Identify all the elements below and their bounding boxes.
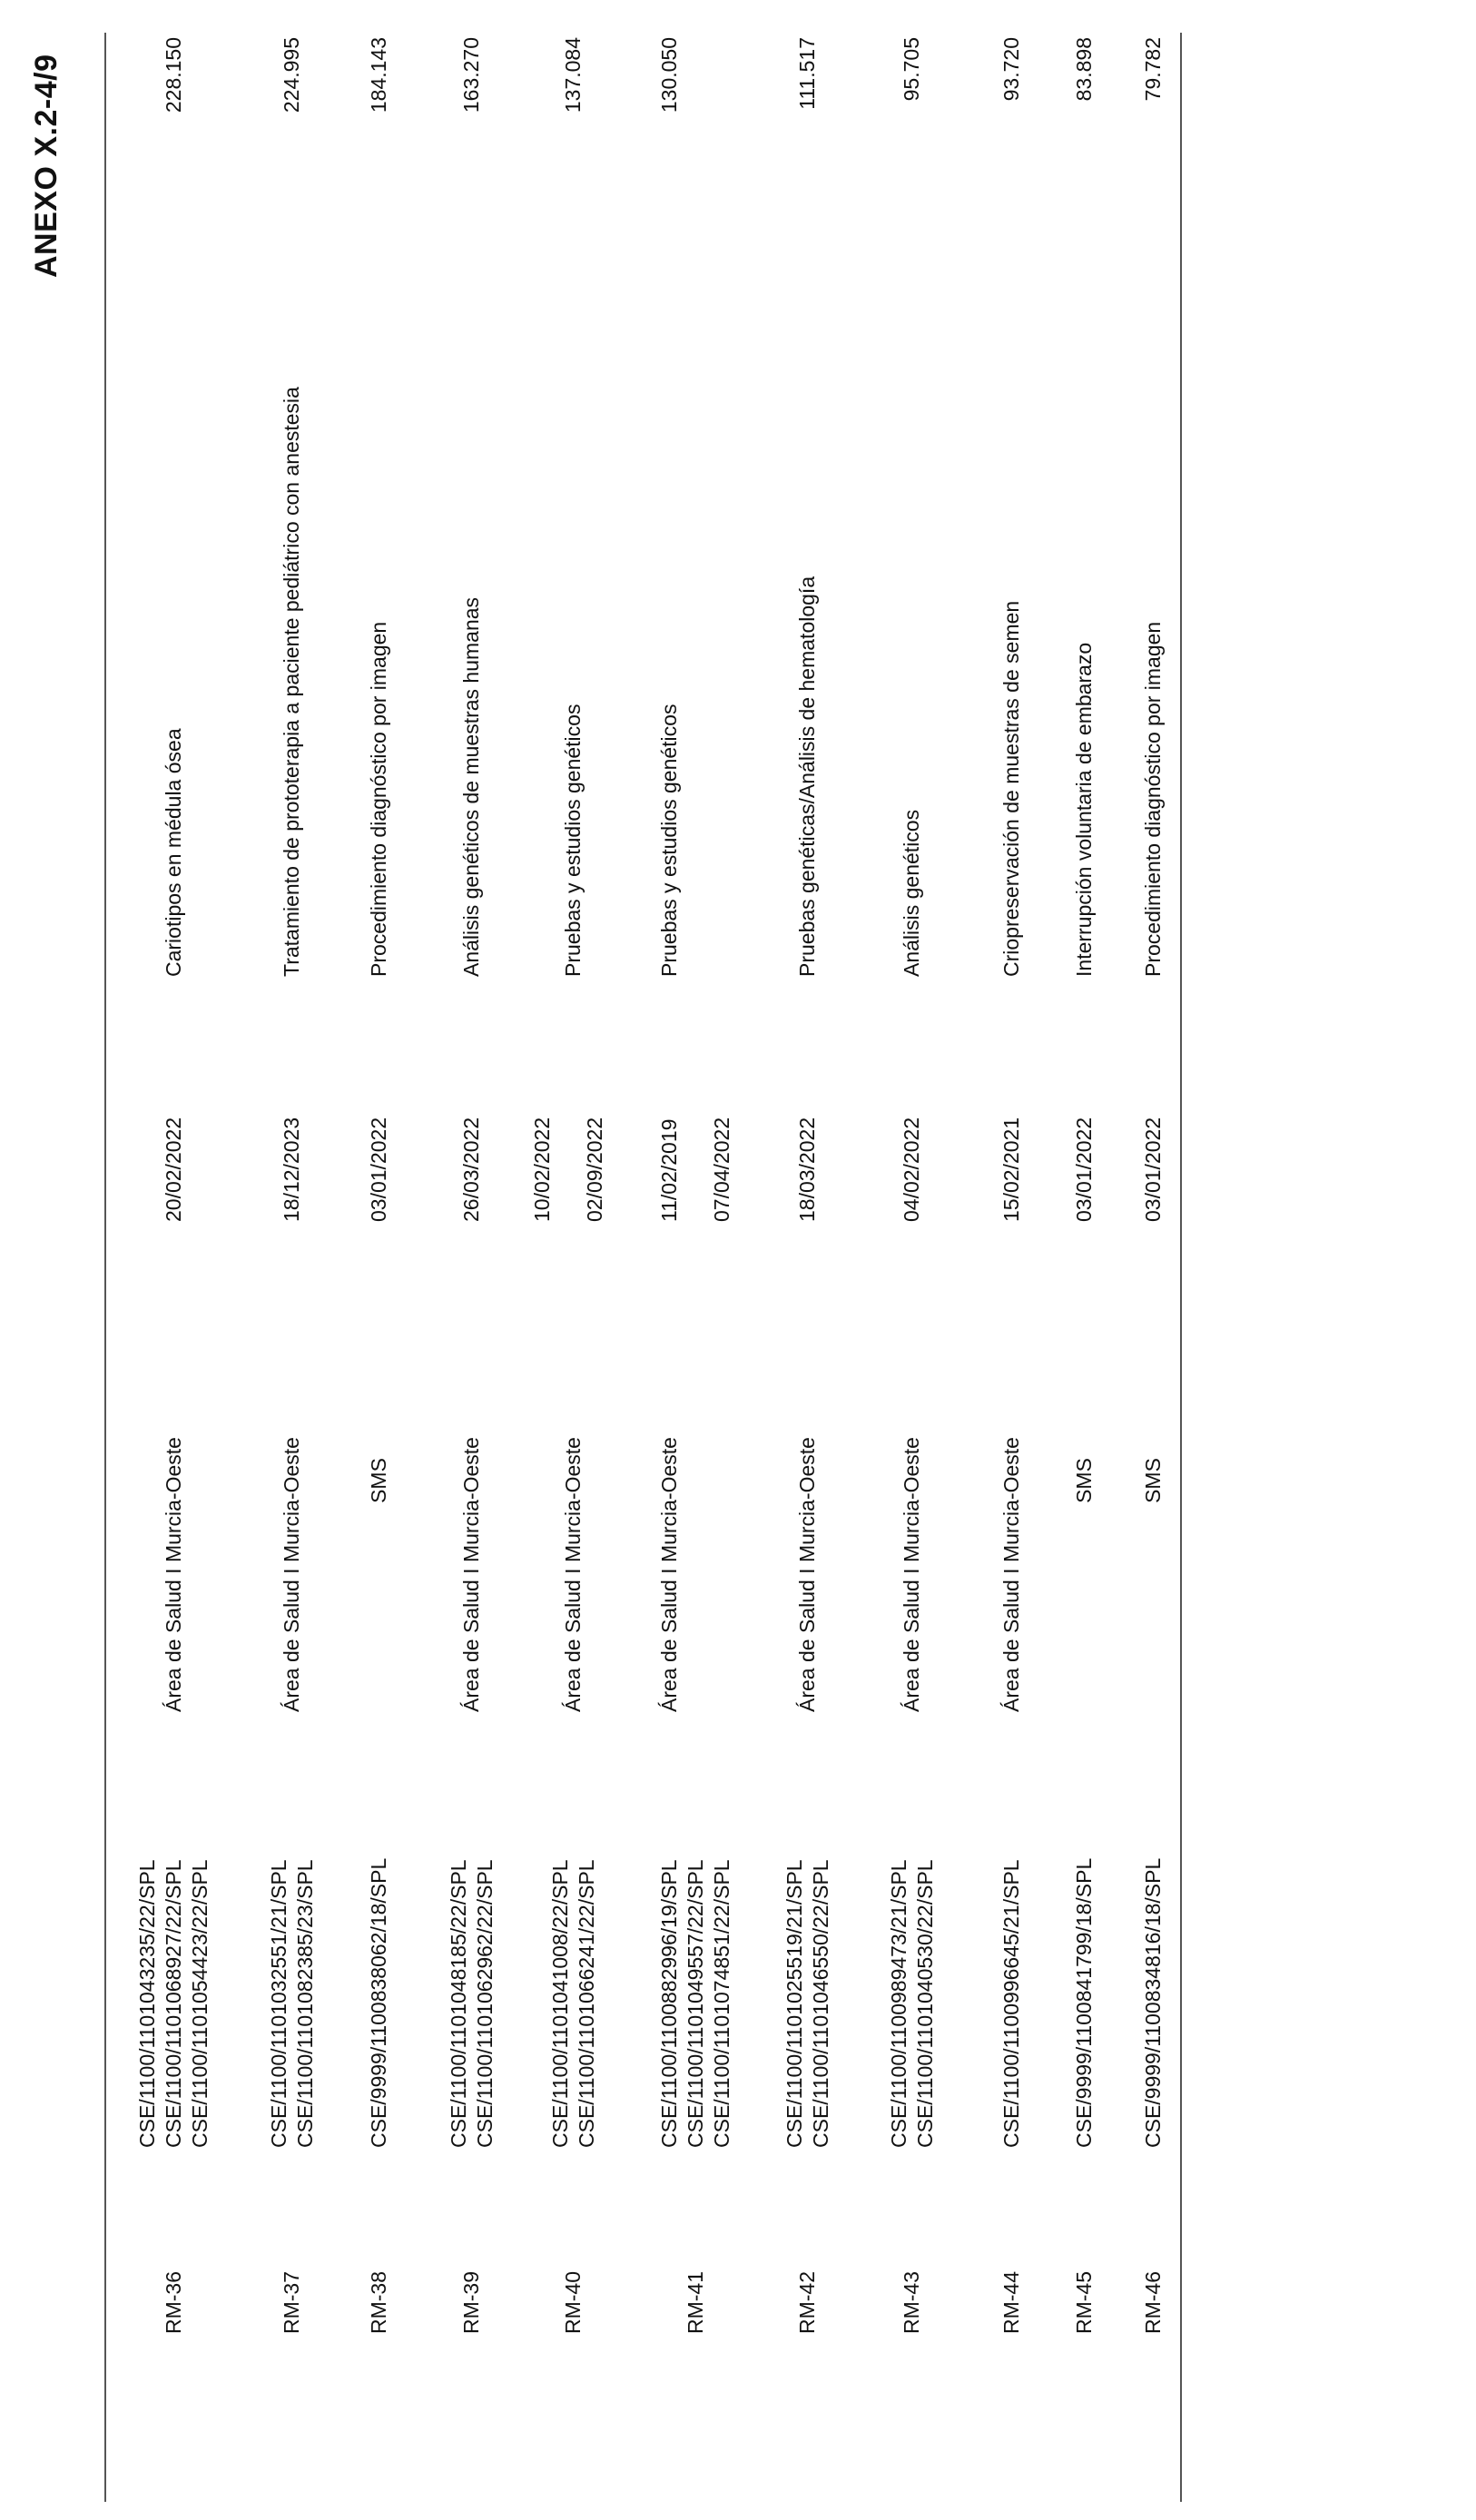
expediente: CSE/1100/1101043235/22/SPL	[135, 1859, 159, 2148]
date: 18/12/2023	[280, 1117, 303, 1222]
row-importe: 163.270	[459, 37, 483, 113]
expediente: CSE/1100/1101040530/22/SPL	[913, 1859, 937, 2148]
row-expedientes	[134, 1767, 213, 2148]
expediente: CSE/1100/1100989473/21/SPL	[887, 1859, 910, 2148]
table-top-rule	[104, 33, 106, 2502]
row-centro: Área de Salud I Murcia-Oeste	[999, 1437, 1023, 1712]
date: 03/01/2022	[367, 1117, 390, 1222]
row-centro: SMS	[367, 1458, 390, 1503]
row-importe: 184.143	[367, 37, 390, 113]
expediente: CSE/1100/1101068927/22/SPL	[162, 1859, 185, 2148]
row-date	[1140, 1013, 1166, 1222]
date: 11/02/2019	[657, 1118, 681, 1222]
row-date	[999, 1013, 1025, 1222]
row-code: RM-42	[795, 2270, 819, 2334]
expediente: CSE/9999/1100838062/18/SPL	[367, 1857, 390, 2148]
row-expedientes	[446, 1767, 498, 2148]
row-code: RM-38	[367, 2270, 390, 2334]
expediente: CSE/1100/1101082385/23/SPL	[293, 1859, 317, 2148]
row-code: RM-43	[900, 2270, 923, 2334]
expediente: CSE/1100/1100996645/21/SPL	[999, 1859, 1023, 2148]
expediente: CSE/1100/1101048185/22/SPL	[447, 1859, 470, 2148]
row-importe: 83.898	[1072, 37, 1096, 102]
row-centro: Área de Salud I Murcia-Oeste	[561, 1437, 585, 1712]
row-importe: 224.995	[280, 37, 303, 113]
row-date	[899, 1013, 925, 1222]
table-bottom-rule	[1180, 33, 1182, 2502]
row-expedientes	[886, 1767, 939, 2148]
row-expedientes	[266, 1767, 319, 2148]
expediente: CSE/1100/1100882996/19/SPL	[657, 1859, 681, 2148]
expediente: CSE/1100/1101066241/22/SPL	[575, 1859, 598, 2148]
row-date	[656, 1013, 733, 1222]
date: 03/01/2022	[1072, 1117, 1096, 1222]
row-objeto: Análisis genéticos de muestras humanas	[459, 596, 483, 977]
row-importe: 228.150	[162, 37, 185, 113]
row-importe: 95.705	[900, 37, 923, 102]
row-expedientes	[366, 1767, 392, 2148]
row-objeto: Tratamiento de prototerapia a paciente pediátrico con anestesia	[280, 387, 303, 977]
row-importe: 93.720	[999, 37, 1023, 102]
row-objeto: Análisis genéticos	[900, 809, 923, 977]
row-centro: Área de Salud I Murcia-Oeste	[459, 1437, 483, 1712]
date: 10/02/2022	[530, 1117, 554, 1222]
row-objeto: Pruebas y estudios genéticos	[657, 704, 681, 977]
date: 03/01/2022	[1141, 1117, 1165, 1222]
date: 20/02/2022	[162, 1117, 185, 1222]
row-date	[458, 1013, 485, 1222]
expediente: CSE/1100/1101025519/21/SPL	[782, 1859, 806, 2148]
expediente: CSE/1100/1101032551/21/SPL	[267, 1859, 290, 2148]
expediente: CSE/1100/1101046550/22/SPL	[809, 1859, 832, 2148]
date: 26/03/2022	[459, 1117, 483, 1222]
row-objeto: Cariotipos en médula ósea	[162, 728, 185, 977]
row-code: RM-46	[1141, 2270, 1165, 2334]
row-importe: 111.517	[795, 37, 819, 110]
row-objeto: Procedimiento diagnóstico por imagen	[1141, 621, 1165, 977]
row-centro: SMS	[1141, 1458, 1165, 1503]
expediente: CSE/1100/1101054423/22/SPL	[188, 1859, 212, 2148]
row-expedientes	[656, 1767, 735, 2148]
row-date	[794, 1013, 821, 1222]
row-date	[529, 1013, 606, 1222]
row-centro: Área de Salud I Murcia-Oeste	[280, 1437, 303, 1712]
expediente: CSE/1100/1101049557/22/SPL	[684, 1859, 707, 2148]
row-expedientes	[1071, 1767, 1097, 2148]
row-objeto: Interrupción voluntaria de embarazo	[1072, 642, 1096, 977]
date: 02/09/2022	[583, 1117, 606, 1222]
row-importe: 137.084	[561, 37, 585, 113]
expediente: CSE/1100/1101074851/22/SPL	[710, 1859, 733, 2148]
date: 18/03/2022	[795, 1117, 819, 1222]
row-objeto: Criopreservación de muestras de semen	[999, 600, 1023, 977]
row-code: RM-44	[999, 2270, 1023, 2334]
row-date	[161, 1013, 187, 1222]
row-code: RM-41	[684, 2270, 707, 2334]
row-expedientes	[547, 1767, 600, 2148]
row-centro: Área de Salud I Murcia-Oeste	[162, 1437, 185, 1712]
annex-title: ANEXO X.2-4/9	[29, 54, 64, 278]
row-code: RM-39	[459, 2270, 483, 2334]
row-expedientes	[782, 1767, 834, 2148]
date: 15/02/2021	[999, 1117, 1023, 1222]
date: 04/02/2022	[900, 1117, 923, 1222]
row-objeto: Procedimiento diagnóstico por imagen	[367, 621, 390, 977]
row-importe: 79.782	[1141, 37, 1165, 102]
row-date	[1071, 1013, 1097, 1222]
row-code: RM-36	[162, 2270, 185, 2334]
expediente: CSE/9999/1100834816/18/SPL	[1141, 1857, 1165, 2148]
row-objeto: Pruebas genéticas/Análisis de hematología	[795, 576, 819, 977]
date: 07/04/2022	[710, 1117, 733, 1222]
row-expedientes	[999, 1767, 1025, 2148]
row-expedientes	[1140, 1767, 1166, 2148]
row-objeto: Pruebas y estudios genéticos	[561, 704, 585, 977]
row-code: RM-37	[280, 2270, 303, 2334]
row-centro: Área de Salud I Murcia-Oeste	[795, 1437, 819, 1712]
row-date	[279, 1013, 305, 1222]
row-code: RM-45	[1072, 2270, 1096, 2334]
row-date	[366, 1013, 392, 1222]
expediente: CSE/9999/1100841799/18/SPL	[1072, 1857, 1096, 2148]
row-centro: Área de Salud I Murcia-Oeste	[657, 1437, 681, 1712]
expediente: CSE/1100/1101062962/22/SPL	[473, 1859, 497, 2148]
row-importe: 130.050	[657, 37, 681, 113]
row-centro: SMS	[1072, 1458, 1096, 1503]
row-centro: Área de Salud I Murcia-Oeste	[900, 1437, 923, 1712]
row-code: RM-40	[561, 2270, 585, 2334]
expediente: CSE/1100/1101041008/22/SPL	[548, 1859, 572, 2148]
